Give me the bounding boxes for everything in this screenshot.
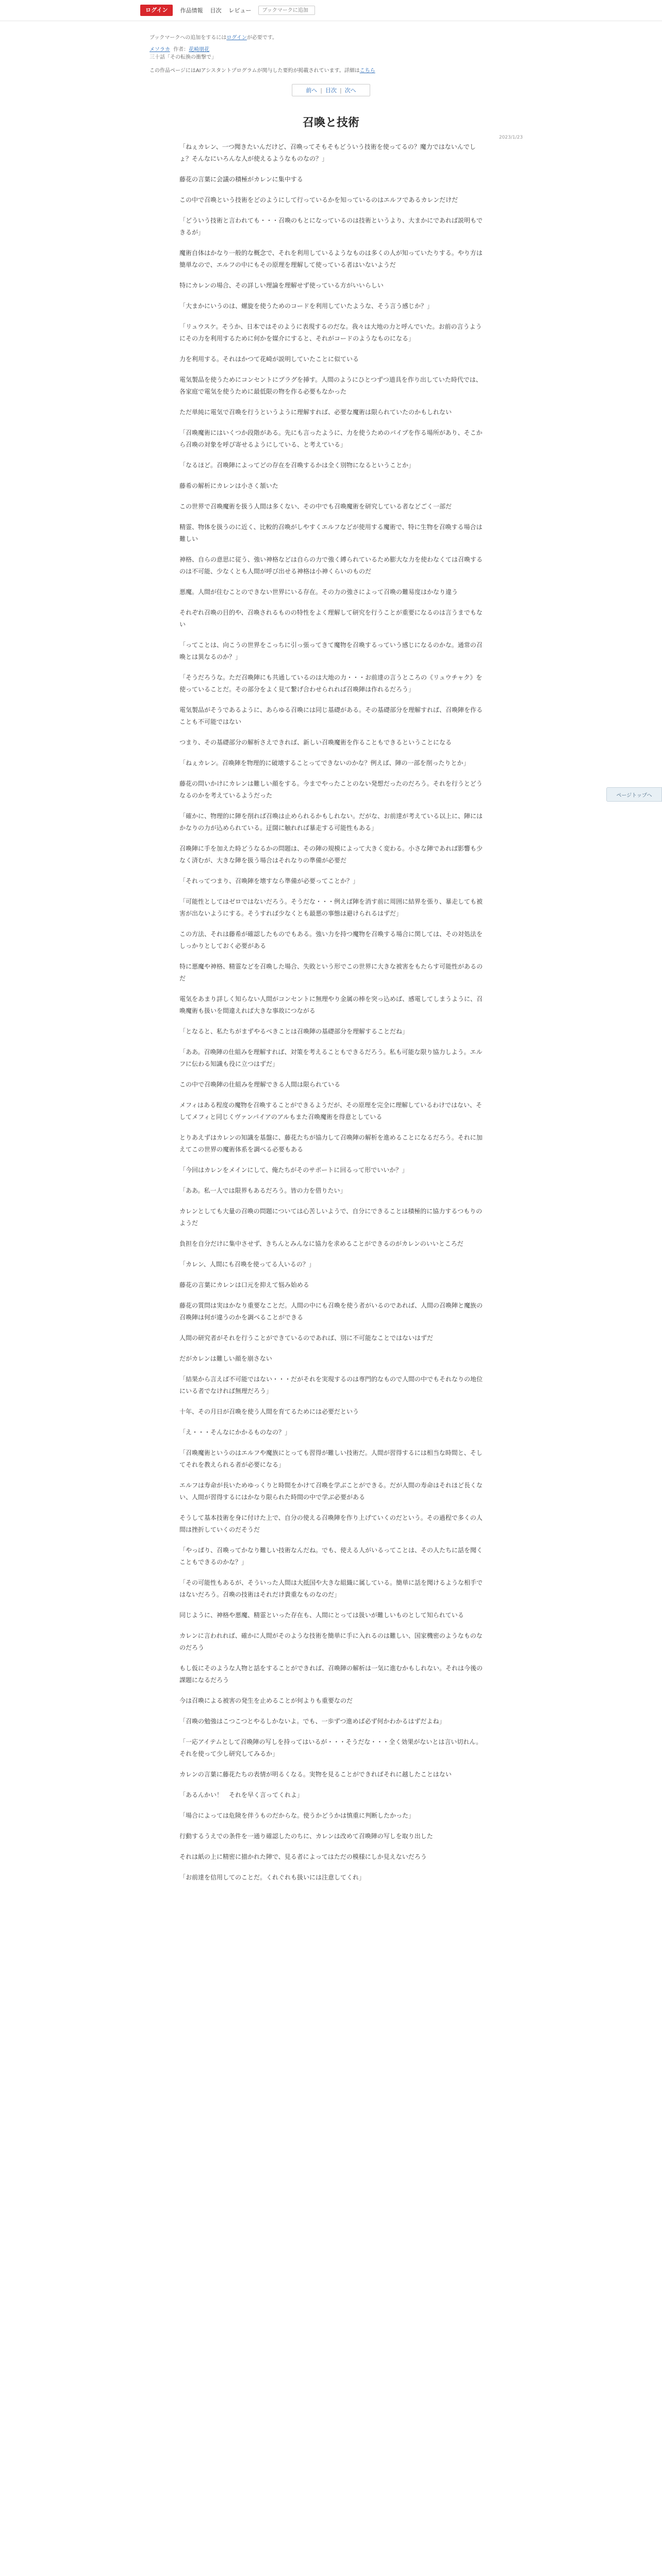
episode-subtitle: 三十話「その転換の衝撃で」: [150, 55, 217, 60]
body-paragraph: 力を利用する。それはかつて花崎が説明していたことに似ている: [179, 355, 359, 363]
body-paragraph: それぞれ召喚の目的や、召喚されるものの特性をよく理解して研究を行うことが重要になるのは言うまでもない: [179, 609, 483, 628]
page-top-button[interactable]: ページトップへ: [606, 787, 662, 802]
body-paragraph: 精霊、物体を扱うのに近く、比較的召喚がしやすくエルフなどが使用する魔術で、特に生物を召喚する場合は難しい: [179, 523, 483, 543]
ai-notice-link[interactable]: こちら: [359, 68, 375, 74]
body-paragraph: 「召喚魔術というのはエルフや魔族にとっても習得が難しい技術だ。人間が習得するには相当な時間と、そしてそれを教えられる者が必要になる」: [179, 1449, 483, 1468]
login-button[interactable]: ログイン: [140, 5, 173, 16]
novel-body: [179, 141, 483, 1884]
work-series-link[interactable]: メソラカ: [150, 47, 170, 53]
body-paragraph: 特に悪魔や神格、精霊などを召喚した場合、失敗という形でこの世界に大きな被害をもたらす可能性があるのだ: [179, 963, 483, 982]
nav-link-work-info[interactable]: 作品情報: [180, 7, 203, 14]
work-info-area: [150, 21, 521, 75]
body-paragraph: 「場合によっては危険を伴うものだからな。使うかどうかは慎重に判断したかった」: [179, 1812, 415, 1819]
body-paragraph: 負担を自分だけに集中させず、きちんとみんなに協力を求めることができるのがカレンのいいところだ: [179, 1240, 464, 1247]
bookmark-note-suffix: が必要です。: [246, 35, 278, 41]
body-paragraph: この方法、それは藤希が確認したものでもある。強い力を持つ魔物を召喚する場合に関しては、その対処法をしっかりとしておく必要がある: [179, 930, 483, 950]
body-paragraph: だがカレンは難しい顔を崩さない: [179, 1355, 272, 1362]
episode-title: 召喚と技術: [302, 116, 359, 129]
body-paragraph: 召喚陣に手を加えた時どうなるかの問題は、その陣の規模によって大きく変わる。小さな陣であれば影響も少なく済むが、大きな陣を扱う場合はそれなりの準備が必要だ: [179, 845, 483, 864]
nav-link-review[interactable]: レビュー: [228, 7, 252, 14]
body-paragraph: この世界で召喚魔術を扱う人間は多くない、その中でも召喚魔術を研究している者などごく一部だ: [179, 503, 452, 510]
bookmark-login-link[interactable]: ログイン: [226, 35, 247, 41]
top-navigation-inner: [140, 4, 315, 16]
body-paragraph: 十年、その月日が召喚を使う人間を育てるためには必要だという: [179, 1408, 359, 1415]
top-navigation-bar: [0, 0, 662, 21]
body-paragraph: 「どういう技術と言われても・・・召喚のもとになっているのは技術というより、大まかにであれば説明もできるが」: [179, 217, 483, 236]
body-paragraph: 「なるほど。召喚陣によってどの存在を召喚するかは全く別物になるということか」: [179, 462, 415, 469]
body-paragraph: 「ってことは、向こうの世界をこっちに引っ張ってきて魔物を召喚するっていう感じになるのかな。通常の召喚とは異なるのか？」: [179, 641, 483, 660]
author-link[interactable]: 花崎朋花: [189, 47, 210, 53]
body-paragraph: とりあえずはカレンの知識を基盤に、藤花たちが協力して召喚陣の解析を進めることになるだろう。それに加えてこの世界の魔術体系を調べる必要もある: [179, 1134, 483, 1153]
body-paragraph: 「召喚魔術にはいくつか段階がある。先にも言ったように、力を使うためのパイプを作る場所があり、そこから召喚の対象を呼び寄せるようにしている、と考えている」: [179, 429, 483, 448]
body-paragraph: 同じように、神格や悪魔、精霊といった存在も、人間にとっては扱いが難しいものとして知られている: [179, 1612, 464, 1619]
body-paragraph: 藤花の言葉に会議の積極がカレンに集中する: [179, 176, 303, 183]
body-paragraph: 「今回はカレンをメインにして、俺たちがそのサポートに回るって形でいいか？」: [179, 1166, 408, 1174]
body-paragraph: 「ああ。召喚陣の仕組みを理解すれば、対策を考えることもできるだろう。私も可能な限り協力しよう。エルフに伝わる知識も役に立つはずだ」: [179, 1048, 483, 1067]
body-paragraph: 藤花の質問は実はかなり重要なことだ。人間の中にも召喚を使う者がいるのであれば、人間の召喚陣と魔族の召喚陣は何が違うのかを調べることができる: [179, 1302, 483, 1321]
body-paragraph: 「お前達を信用してのことだ。くれぐれも扱いには注意してくれ」: [179, 1874, 366, 1881]
body-paragraph: 「そうだろうな。ただ召喚陣にも共通しているのは大地の力・・・お前達の言うところの《リュウチャク》を使っていることだ。その部分をよく見て繋げ合わせられれば召喚陣は作れるだろう」: [179, 674, 483, 693]
body-paragraph: 「ねぇカレン、一つ聞きたいんだけど、召喚ってそもそもどういう技術を使ってるの？魔力ではないんでしょ？そんなにいろんな人が使えるようなものなの？」: [179, 143, 476, 162]
body-paragraph: 「リュウスケ。そうか、日本ではそのように表現するのだな。我々は大地の力と呼んでいた。お前の言うようにその力を利用するために何かを媒介にすると、それがコードのようなものになる」: [179, 323, 482, 342]
body-paragraph: 「その可能性もあるが、そういった人間は大抵国や大きな組織に属している。簡単に話を聞けるような相手ではないだろう。召喚の技術はそれだけ貴重なものなのだ」: [179, 1579, 483, 1598]
bookmark-note-prefix: ブックマークへの追加をするには: [150, 35, 227, 41]
body-paragraph: 「それってつまり、召喚陣を壊すなら準備が必要ってことか？」: [179, 877, 359, 885]
body-paragraph: 電気をあまり詳しく知らない人間がコンセントに無理やり金属の棒を突っ込めば、感電してしまうように、召喚魔術も扱いを間違えれば大きな事故につながる: [179, 995, 483, 1014]
bookmark-login-note: [150, 35, 521, 42]
body-paragraph: 「カレン、人間にも召喚を使ってる人いるの？」: [179, 1261, 315, 1268]
ai-notice-text: この作品ページにはAIアシスタントプログラムが関与した要約が掲載されています。詳細は: [150, 68, 360, 74]
body-paragraph: カレンとしても大量の召喚の問題については心苦しいようで、自分にできることは積極的に協力するつもりのようだ: [179, 1208, 483, 1227]
body-paragraph: 今は召喚による被害の発生を止めることが何よりも重要なのだ: [179, 1697, 353, 1704]
chapter-navigation: [292, 84, 370, 96]
nav-separator: |: [340, 87, 342, 94]
body-paragraph: 「結果から言えば不可能ではない・・・だがそれを実現するのは専門的なもので人間の中でもそれなりの地位にいる者でなければ無理だろう」: [179, 1376, 483, 1395]
body-paragraph: 「一応アイテムとして召喚陣の写しを持ってはいるが・・・そうだな・・・全く効果がないとは言い切れん。それを使って少し研究してみるか」: [179, 1738, 483, 1757]
body-paragraph: 特にカレンの場合、その詳しい理論を理解せず使っている方がいいらしい: [179, 282, 384, 289]
body-paragraph: 「あるんかい！ それを早く言ってくれよ」: [179, 1791, 304, 1799]
body-paragraph: そうして基本技術を身に付けた上で、自分の使える召喚陣を作り上げていくのだという。その過程で多くの人間は挫折していくのだそうだ: [179, 1514, 483, 1533]
body-paragraph: 「となると、私たちがまずやるべきことは召喚陣の基礎部分を理解することだね」: [179, 1028, 409, 1035]
body-paragraph: 「ああ。私一人では限界もあるだろう。皆の力を借りたい」: [179, 1187, 346, 1194]
body-paragraph: 「やっぱり、召喚ってかなり難しい技術なんだね。でも、使える人がいるってことは、その人たちに話を聞くこともできるのかな？」: [179, 1547, 483, 1566]
next-chapter-link[interactable]: 次へ: [344, 87, 356, 94]
body-paragraph: 藤希の解析にカレンは小さく頷いた: [179, 482, 278, 489]
publish-date: 2023/1/23: [499, 135, 523, 140]
body-paragraph: 「大まかにいうのは、螺旋を使うためのコードを利用していたような、そう言う感じか？」: [179, 302, 434, 310]
body-paragraph: 魔術自体はかなり一般的な概念で、それを利用しているようなものは多くの人が知っていたりする。やり方は簡単なので、エルフの中にもその原理を理解して使っている者はいないようだ: [179, 249, 483, 268]
body-paragraph: 「確かに、物理的に陣を削れば召喚は止められるかもしれない。だがな、お前達が考えている以上に、陣にはかなりの力が込められている。迂闊に触れれば暴走する可能性もある」: [179, 812, 483, 832]
body-paragraph: それは紙の上に精密に描かれた陣で、見る者によってはただの模様にしか見えないだろう: [179, 1853, 427, 1860]
nav-link-table-of-contents[interactable]: 目次: [210, 7, 222, 14]
body-paragraph: カレンの言葉に藤花たちの表情が明るくなる。実物を見ることができればそれに越したことはない: [179, 1771, 452, 1778]
body-paragraph: 電気製品を使うためにコンセントにプラグを挿す。人間のようにひとつずつ道具を作り出していた時代では、各家庭で電気を使うために最低限の物を作る必要もなかった: [179, 376, 482, 395]
body-paragraph: 「可能性としてはゼロではないだろう。そうだな・・・例えば陣を消す前に周囲に結界を張り、暴走しても被害が出ないようにする。そうすれば少なくとも最悪の事態は避けられるはずだ」: [179, 898, 483, 917]
body-paragraph: 電気製品がそうであるように、あらゆる召喚には同じ基礎がある。その基礎部分を理解すれば、召喚陣を作ることも不可能ではない: [179, 706, 483, 725]
body-paragraph: 神格、自らの意思に従う、強い神格などは自らの力で強く縛られているため膨大な力を使わなくては召喚するのは不可能、少なくとも人間が呼び出せる神格は小神くらいのものだ: [179, 556, 483, 575]
ai-notice: [150, 67, 521, 75]
author-label: 作者：: [173, 47, 189, 53]
work-meta: [150, 46, 521, 61]
body-paragraph: 「え・・・そんなにかかるものなの？」: [179, 1429, 291, 1436]
body-paragraph: この中で召喚という技術をどのようにして行っているかを知っているのはエルフであるカレンだけだ: [179, 196, 458, 204]
chapter-index-link[interactable]: 目次: [325, 87, 337, 94]
body-paragraph: 藤花の問いかけにカレンは難しい顔をする。今までやったことのない発想だったのだろう。それを行うとどうなるのかを考えているようだった: [179, 780, 483, 799]
body-paragraph: メフィはある程度の魔物を召喚することができるようだが、その原理を完全に理解しているわけではない、そしてメフィと同じくヴァンパイアのアルもまた召喚魔術を得意としている: [179, 1101, 483, 1121]
work-meta-line-1: [150, 46, 521, 54]
body-paragraph: 藤花の言葉にカレンは口元を抑えて悩み始める: [179, 1281, 309, 1289]
body-paragraph: ただ単純に電気で召喚を行うというように理解すれば、必要な魔術は限られていたのかもしれない: [179, 409, 452, 416]
body-paragraph: 「召喚の勉強はこつこつとやるしかないよ。でも、一歩ずつ進めば必ず何かわかるはずだよね」: [179, 1718, 445, 1725]
bookmark-add-button[interactable]: [258, 6, 315, 15]
body-paragraph: この中で召喚陣の仕組みを理解できる人間は限られている: [179, 1081, 341, 1088]
prev-chapter-link[interactable]: 前へ: [306, 87, 318, 94]
nav-separator: |: [320, 87, 322, 94]
body-paragraph: つまり、その基礎部分の解析さえできれば、新しい召喚魔術を作ることもできるということになる: [179, 739, 452, 746]
body-paragraph: カレンに言われれば、確かに人間がそのような技術を簡単に手に入れるのは難しい、国家機密のようなものなのだろう: [179, 1632, 483, 1651]
body-paragraph: 「ねぇカレン。召喚陣を物理的に破壊することってできないのかな？例えば、陣の一部を削ったりとか」: [179, 759, 470, 767]
body-paragraph: もし仮にそのような人物と話をすることができれば、召喚陣の解析は一気に進むかもしれない。それは今後の課題になるだろう: [179, 1665, 483, 1684]
body-paragraph: 人間の研究者がそれを行うことができているのであれば、別に不可能なことではないはずだ: [179, 1334, 434, 1342]
body-paragraph: エルフは寿命が長いためゆっくりと時間をかけて召喚を学ぶことができる。だが人間の寿命はそれほど長くない、人間が習得するにはかなり限られた時間の中で学ぶ必要がある: [179, 1482, 483, 1501]
body-paragraph: 行動するうえでの条件を一通り確認したのちに、カレンは改めて召喚陣の写しを取り出した: [179, 1833, 433, 1840]
body-paragraph: 悪魔。人間が住むことのできない世界にいる存在。その力の強さによって召喚の難易度はかなり違う: [179, 588, 458, 596]
